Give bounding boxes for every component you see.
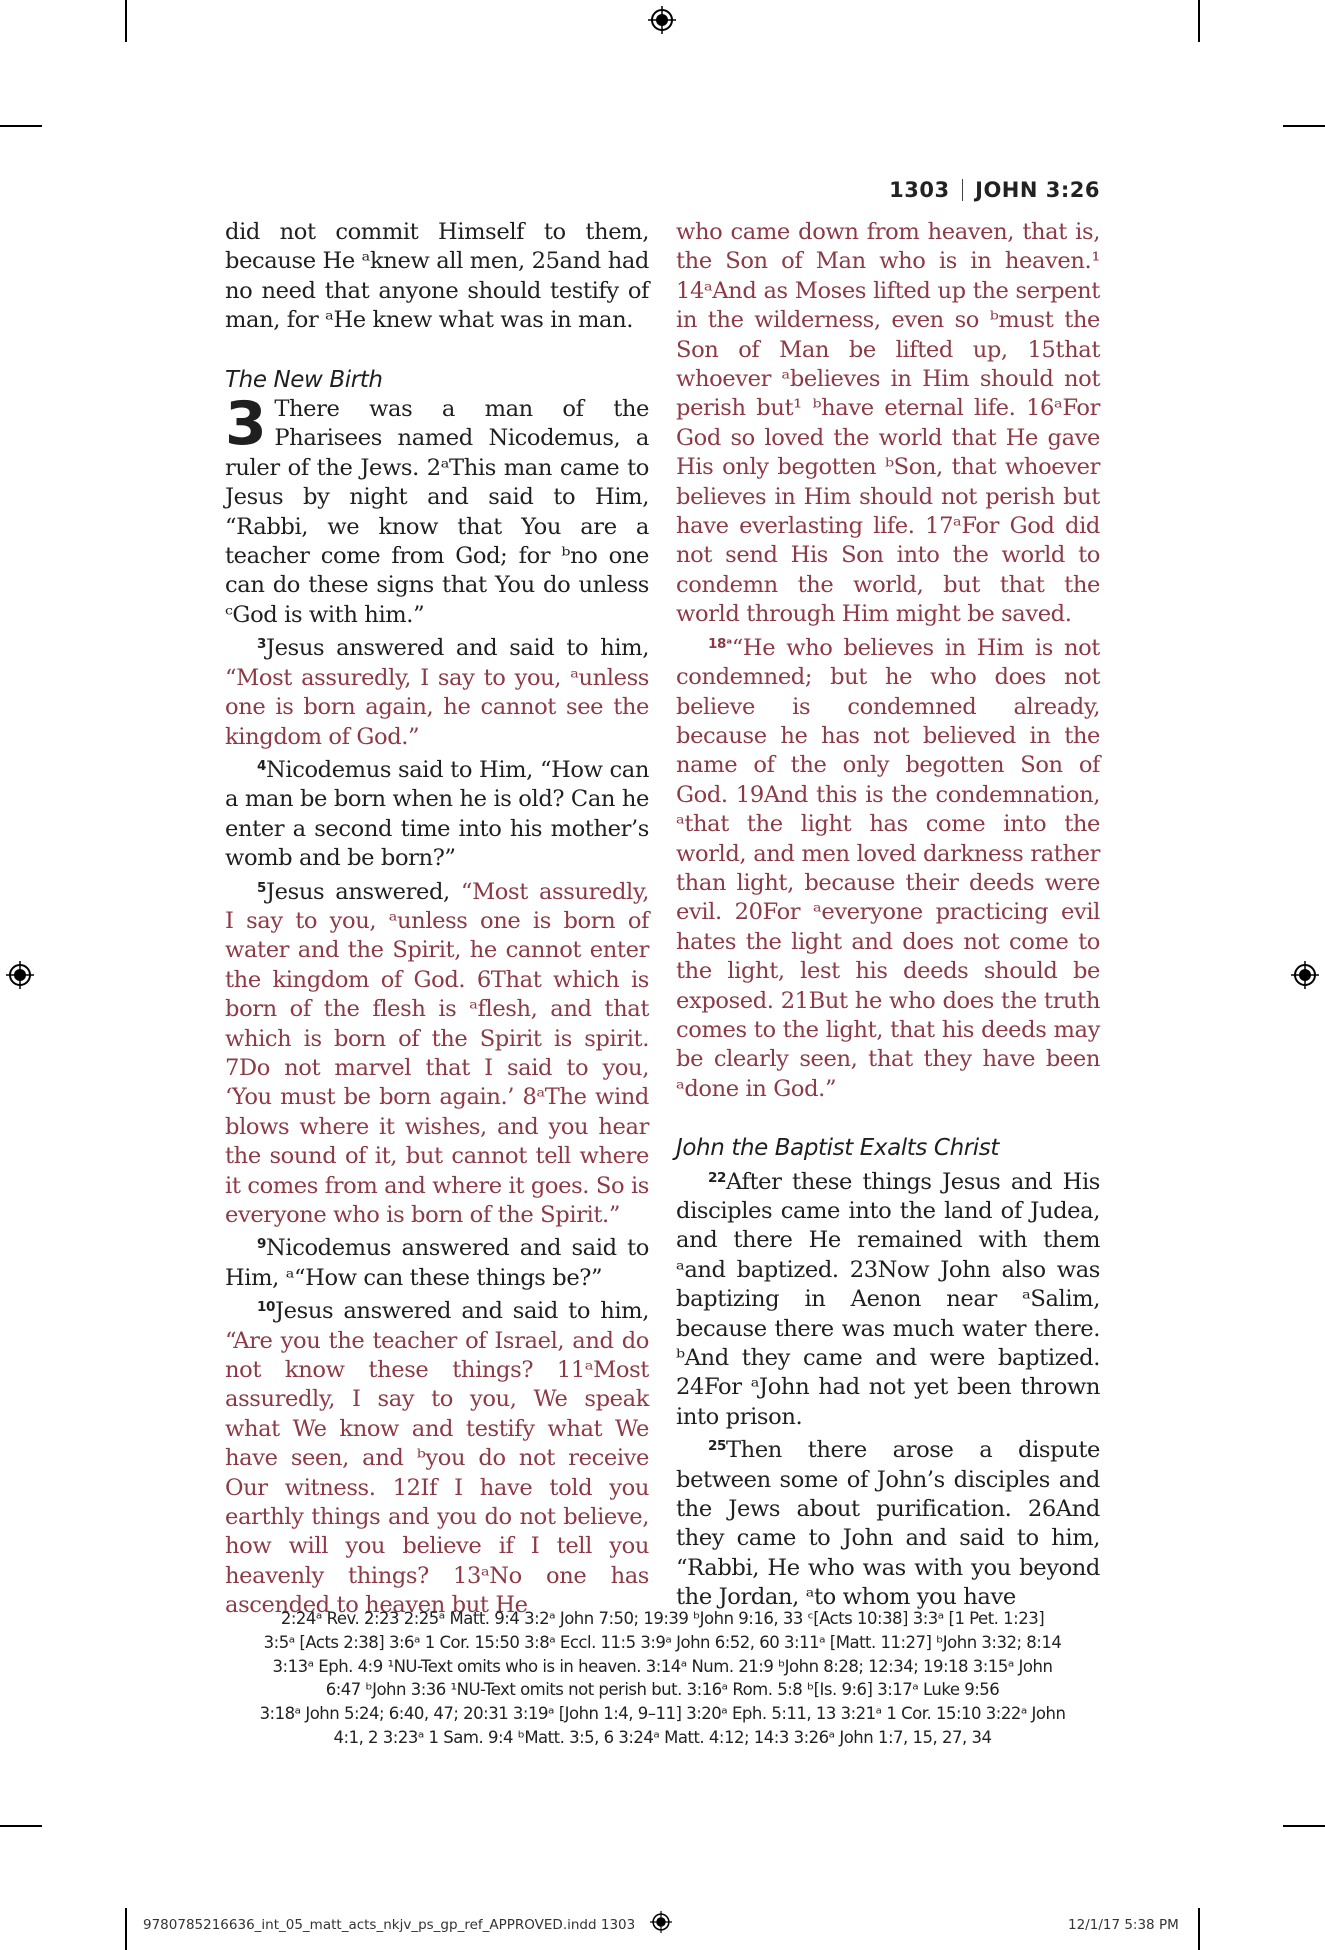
verse-number: 22: [708, 1169, 726, 1186]
words-of-christ: “He who believes in Him is not condemned; but he who does not believe is condemned already, because he has not believed in the name of the only begotten Son of God. 19And this is the condemnation, ᵃthat the light has come into the world, and men loved darkness rather than light, because their deeds were evil. 20For ᵃeveryone practicing evil hates the light and does not come to the light, lest his deeds should be exposed. 21But he who does the truth comes to the light, that his deeds may be clearly seen, that they have been ᵃdone in God.”: [676, 634, 1100, 1102]
crop-mark: [1283, 125, 1325, 127]
crop-mark: [1198, 1908, 1200, 1950]
verse-text: [225, 752, 649, 874]
section-heading: John the Baptist Exalts Christ: [676, 1135, 999, 1162]
verse-number: 4: [257, 757, 266, 774]
words-of-christ: “Most assuredly, I say to you, ᵃunless one is born again, he cannot see the kingdom of God.”: [225, 664, 649, 750]
footnote-line: 2:24ᵃ Rev. 2:23 2:25ᵃ Matt. 9:4 3:2ᵃ John 7:50; 19:39 ᵇJohn 9:16, 33 ᶜ[Acts 10:38] 3:3ᵃ [1 Pet. 1:23]: [280, 1609, 1045, 1628]
words-of-christ: who came down from heaven, that is, the Son of Man who is in heaven.¹ 14ᵃAnd as Moses lifted up the serpent in the wilderness, even so ᵇmust the Son of Man be lifted up, 15that whoever ᵃbelieves in Him should not perish but¹ ᵇhave eternal life. 16ᵃFor God so loved the world that He gave His only begotten ᵇSon, that whoever believes in Him should not perish but have everlasting life. 17ᵃFor God did not send His Son into the world to condemn the world, but that the world through Him might be saved.: [676, 219, 1100, 628]
footnote-line: 3:13ᵃ Eph. 4:9 ¹NU-Text omits who is in heaven. 3:14ᵃ Num. 21:9 ᵇJohn 8:28; 12:34; 19:18 3:15ᵃ John: [272, 1656, 1053, 1676]
crop-mark: [125, 1908, 127, 1950]
slug-filename: 9780785216636_int_05_matt_acts_nkjv_ps_gp_ref_APPROVED.indd 1303: [143, 1917, 636, 1933]
narration: Nicodemus answered and said to Him, ᵃ“How can these things be?”: [225, 1235, 649, 1291]
verse-number: 5: [257, 879, 266, 896]
narration: Jesus answered and said to him,: [275, 1298, 649, 1325]
registration-mark-icon: [648, 6, 676, 34]
verse-text: [225, 630, 649, 752]
crop-mark: [0, 125, 42, 127]
verse-text: [676, 1164, 1100, 1433]
crop-mark: [0, 1825, 42, 1827]
narration: Nicodemus said to Him, “How can a man be born when he is old? Can he enter a second time into his mother’s womb and be born?”: [225, 756, 649, 872]
verse-text: did not commit Himself to them, because He ᵃknew all men, 25and had no need that anyone should testify of man, for ᵃHe knew what was in man.: [225, 219, 649, 334]
cross-references: [225, 1607, 1100, 1750]
narration: Then there arose a dispute between some of John’s disciples and the Jews about purification. 26And they came to John and said to him, “Rabbi, He who was with you beyond the Jordan, ᵃto whom you have: [676, 1437, 1100, 1611]
chapter-number: 3: [225, 389, 267, 460]
footnote-line: 3:18ᵃ John 5:24; 6:40, 47; 20:31 3:19ᵃ [John 1:4, 9–11] 3:20ᵃ Eph. 5:11, 13 3:21ᵃ 1 Cor. 15:10 3:22ᵃ John: [259, 1704, 1066, 1724]
verse-number: 10: [257, 1299, 275, 1316]
footnote-line: 3:5ᵃ [Acts 2:38] 3:6ᵃ 1 Cor. 15:50 3:8ᵃ Eccl. 11:5 3:9ᵃ John 6:52, 60 3:11ᵃ [Matt. 11:27] ᵇJohn 3:32; 8:14: [263, 1632, 1062, 1652]
verse-number: 18ᵃ: [708, 635, 732, 652]
slug-date: 12/1/17 5:38 PM: [1068, 1917, 1179, 1933]
verse-text: [225, 1293, 649, 1620]
registration-mark-icon: [650, 1911, 672, 1933]
narration: Jesus answered and said to him,: [266, 635, 649, 662]
verse-text: [676, 630, 1100, 1105]
crop-mark: [1198, 0, 1200, 42]
verse-number: 25: [708, 1438, 726, 1455]
crop-mark: [1283, 1825, 1325, 1827]
verse-text: [225, 1230, 649, 1293]
registration-mark-icon: [1291, 961, 1319, 989]
words-of-christ: “Are you the teacher of Israel, and do not know these things? 11ᵃMost assuredly, I say to you, We speak what We know and testify what We have seen, and ᵇyou do not receive Our witness. 12If I have told you earthly things and you do not believe, how will you believe if I tell you heavenly things? 13ᵃNo one has ascended to heaven but He: [225, 1327, 649, 1619]
verse-number: 3: [257, 636, 266, 653]
words-of-christ: “Most assuredly, I say to you, ᵃunless one is born of water and the Spirit, he cannot enter the kingdom of God. 6That which is born of the flesh is ᵃflesh, and that which is born of the Spirit is spirit. 7Do not marvel that I said to you, ‘You must be born again.’ 8ᵃThe wind blows where it wishes, and you hear the sound of it, but cannot tell where it comes from and where it goes. So is everyone who is born of the Spirit.”: [225, 878, 649, 1228]
chapter-reference: JOHN 3:26: [975, 178, 1100, 202]
section-heading: The New Birth: [225, 366, 383, 393]
verse-text: [676, 1432, 1100, 1612]
verse-1: There was a man of the Pharisees named Nicodemus, a ruler of the Jews. 2ᵃThis man came to Jesus by night and said to Him, “Rabbi, we know that You are a teacher come from God; for ᵇno one can do these signs that You do unless ᶜGod is with him.”: [225, 396, 649, 628]
footnote-line: 4:1, 2 3:23ᵃ 1 Sam. 9:4 ᵇMatt. 3:5, 6 3:24ᵃ Matt. 4:12; 14:3 3:26ᵃ John 1:7, 15, 27, 34: [333, 1727, 992, 1747]
registration-mark-icon: [6, 961, 34, 989]
narration: Jesus answered,: [266, 878, 461, 905]
crop-mark: [125, 0, 127, 42]
verse-number: 9: [257, 1236, 266, 1253]
running-header: [889, 178, 1100, 202]
narration: After these things Jesus and His disciples came into the land of Judea, and there He remained with them ᵃand baptized. 23Now John also was baptizing in Aenon near ᵃSalim, because there was much water there. ᵇAnd they came and were baptized. 24For ᵃJohn had not yet been thrown into prison.: [676, 1168, 1100, 1430]
right-column: [676, 218, 1100, 1613]
left-column: [225, 218, 649, 1621]
page-number: 1303: [889, 178, 950, 202]
footnote-line: 6:47 ᵇJohn 3:36 ¹NU-Text omits not perish but. 3:16ᵃ Rom. 5:8 ᵇ[Is. 9:6] 3:17ᵃ Luke 9:56: [325, 1680, 1000, 1700]
header-divider: [962, 179, 964, 201]
verse-text: [225, 389, 649, 630]
verse-text: [225, 874, 649, 1231]
